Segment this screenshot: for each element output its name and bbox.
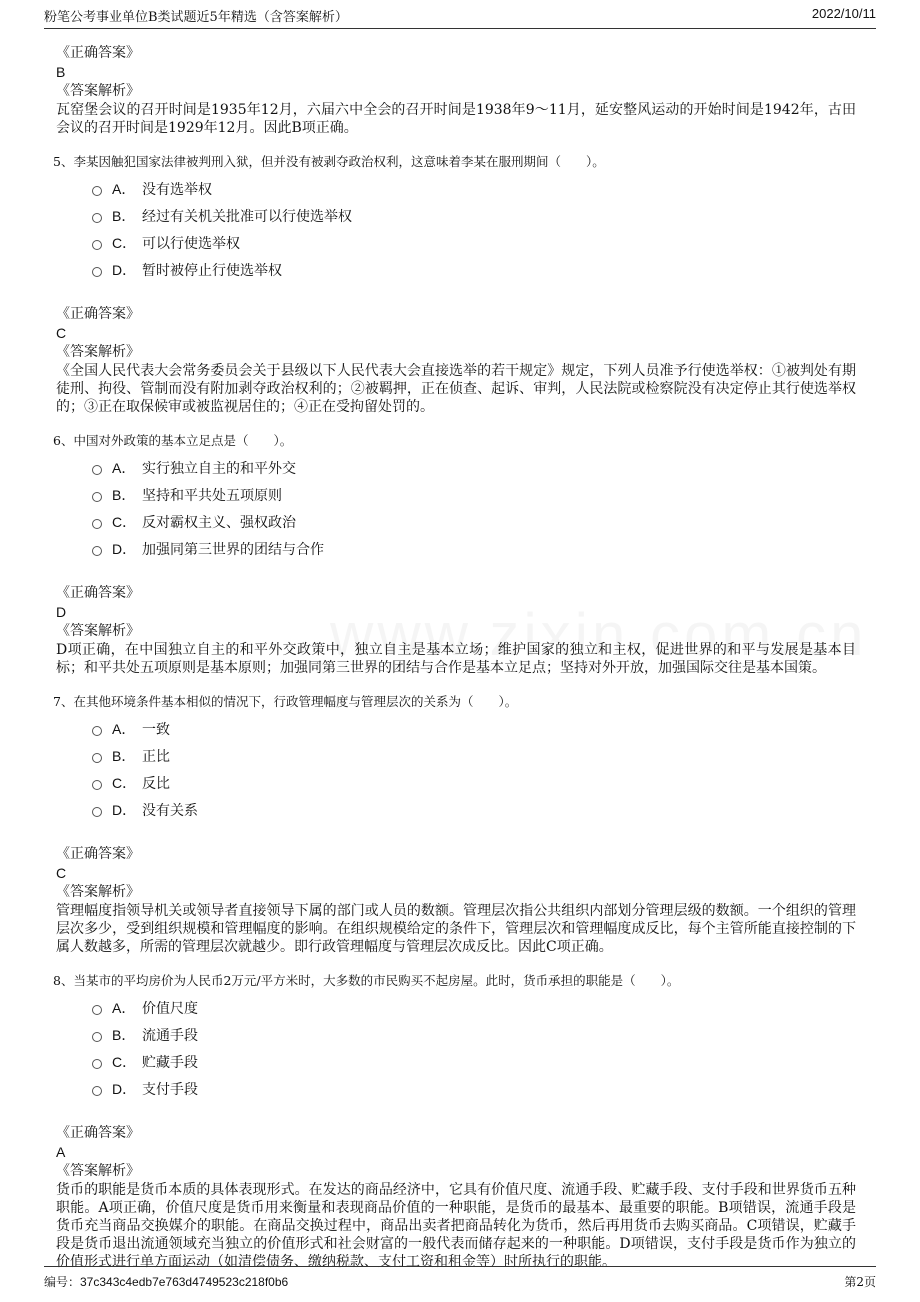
option-letter: A． bbox=[112, 720, 136, 737]
option-d[interactable] bbox=[56, 1075, 856, 1102]
radio-icon[interactable] bbox=[92, 1059, 102, 1069]
analysis-label: 《答案解析》 bbox=[56, 83, 140, 99]
option-list bbox=[56, 715, 856, 823]
radio-icon[interactable] bbox=[92, 267, 102, 277]
option-text: 可以行使选举权 bbox=[142, 235, 240, 252]
radio-icon[interactable] bbox=[92, 546, 102, 556]
radio-icon[interactable] bbox=[92, 465, 102, 475]
radio-icon[interactable] bbox=[92, 1032, 102, 1042]
radio-icon[interactable] bbox=[92, 186, 102, 196]
option-letter: B． bbox=[112, 747, 136, 764]
option-text: 没有关系 bbox=[142, 802, 198, 819]
correct-answer-value: B bbox=[56, 64, 66, 80]
correct-answer-value: C bbox=[56, 865, 67, 881]
option-text: 暂时被停止行使选举权 bbox=[142, 262, 282, 279]
option-b[interactable] bbox=[56, 481, 856, 508]
option-letter: C． bbox=[112, 513, 137, 530]
option-b[interactable] bbox=[56, 1021, 856, 1048]
option-text: 没有选举权 bbox=[142, 181, 212, 198]
question-stem: 8、当某市的平均房价为人民币2万元/平方米时，大多数的市民购买不起房屋。此时，货币承担的职能是（ ）。 bbox=[53, 973, 680, 988]
option-b[interactable] bbox=[56, 742, 856, 769]
option-text: 流通手段 bbox=[142, 1027, 198, 1044]
radio-icon[interactable] bbox=[92, 753, 102, 763]
option-text: 加强同第三世界的团结与合作 bbox=[142, 541, 324, 558]
option-b[interactable] bbox=[56, 202, 856, 229]
question-stem: 6、中国对外政策的基本立足点是（ ）。 bbox=[53, 433, 293, 448]
option-text: 正比 bbox=[142, 748, 170, 765]
question-8 bbox=[53, 972, 856, 1271]
option-text: 实行独立自主的和平外交 bbox=[142, 460, 296, 477]
radio-icon[interactable] bbox=[92, 519, 102, 529]
option-a[interactable] bbox=[56, 994, 856, 1021]
correct-answer-value: D bbox=[56, 604, 67, 620]
analysis-label: 《答案解析》 bbox=[56, 1163, 140, 1179]
analysis-text: 《全国人民代表大会常务委员会关于县级以下人民代表大会直接选举的若干规定》规定，下列人员准予行使选举权：①被判处有期徒刑、拘役、管制而没有附加剥夺政治权利的；②被羁押，正在侦查、起诉、审判，人民法院或检察院没有决定停止其行使选举权的；③正在取保候审或被监视居住的；④正在受拘留处罚的。 bbox=[56, 363, 856, 415]
document-date: 2022/10/11 bbox=[811, 6, 876, 21]
correct-answer-label: 《正确答案》 bbox=[56, 306, 140, 322]
option-text: 一致 bbox=[142, 721, 170, 738]
option-text: 贮藏手段 bbox=[142, 1054, 198, 1071]
option-d[interactable] bbox=[56, 535, 856, 562]
option-letter: A． bbox=[112, 459, 136, 476]
option-c[interactable] bbox=[56, 1048, 856, 1075]
radio-icon[interactable] bbox=[92, 240, 102, 250]
radio-icon[interactable] bbox=[92, 492, 102, 502]
option-letter: D． bbox=[112, 540, 137, 557]
correct-answer-label: 《正确答案》 bbox=[56, 846, 140, 862]
option-text: 支付手段 bbox=[142, 1081, 198, 1098]
option-text: 经过有关机关批准可以行使选举权 bbox=[142, 208, 352, 225]
page-header bbox=[44, 0, 876, 29]
option-letter: D． bbox=[112, 261, 137, 278]
analysis-label: 《答案解析》 bbox=[56, 623, 140, 639]
option-list bbox=[56, 175, 856, 283]
document-title: 粉笔公考事业单位B类试题近5年精选（含答案解析） bbox=[44, 10, 348, 25]
page-number: 第2页 bbox=[844, 1275, 876, 1289]
question-5 bbox=[53, 153, 856, 416]
correct-answer-label: 《正确答案》 bbox=[56, 1125, 140, 1141]
question-6 bbox=[53, 432, 856, 677]
option-a[interactable] bbox=[56, 175, 856, 202]
analysis-label: 《答案解析》 bbox=[56, 884, 140, 900]
radio-icon[interactable] bbox=[92, 726, 102, 736]
option-text: 价值尺度 bbox=[142, 1000, 198, 1017]
option-d[interactable] bbox=[56, 796, 856, 823]
analysis-text: D项正确，在中国独立自主的和平外交政策中，独立自主是基本立场；维护国家的独立和主权，促进世界的和平与发展是基本目标；和平共处五项原则是基本原则；加强同第三世界的团结与合作是基本立足点；坚持对外开放，加强国际交往是基本国策。 bbox=[56, 642, 856, 676]
option-list bbox=[56, 994, 856, 1102]
option-letter: C． bbox=[112, 1053, 137, 1070]
option-letter: A． bbox=[112, 180, 136, 197]
document-body bbox=[53, 44, 856, 1271]
analysis-text: 管理幅度指领导机关或领导者直接领导下属的部门或人员的数额。管理层次指公共组织内部划分管理层级的数额。一个组织的管理层次多少，受到组织规模和管理幅度的影响。在组织规模给定的条件下，管理层次和管理幅度成反比，每个主管所能直接控制的下属人数越多，所需的管理层次就越少。即行政管理幅度与管理层次成反比。因此C项正确。 bbox=[56, 903, 856, 955]
question-stem: 5、李某因触犯国家法律被判刑入狱，但并没有被剥夺政治权利，这意味着李某在服刑期间（ ）。 bbox=[53, 154, 605, 169]
option-letter: D． bbox=[112, 1080, 137, 1097]
option-text: 坚持和平共处五项原则 bbox=[142, 487, 282, 504]
correct-answer-value: A bbox=[56, 1144, 66, 1160]
correct-answer-value: C bbox=[56, 325, 67, 341]
option-letter: B． bbox=[112, 207, 136, 224]
option-letter: C． bbox=[112, 774, 137, 791]
question-stem: 7、在其他环境条件基本相似的情况下，行政管理幅度与管理层次的关系为（ ）。 bbox=[53, 694, 518, 709]
option-c[interactable] bbox=[56, 508, 856, 535]
question-7 bbox=[53, 693, 856, 956]
option-text: 反比 bbox=[142, 775, 170, 792]
option-a[interactable] bbox=[56, 715, 856, 742]
option-letter: C． bbox=[112, 234, 137, 251]
option-c[interactable] bbox=[56, 229, 856, 256]
radio-icon[interactable] bbox=[92, 807, 102, 817]
radio-icon[interactable] bbox=[92, 1005, 102, 1015]
radio-icon[interactable] bbox=[92, 1086, 102, 1096]
option-letter: A． bbox=[112, 999, 136, 1016]
document-code: 编号：37c343c4edb7e763d4749523c218f0b6 bbox=[44, 1275, 289, 1289]
radio-icon[interactable] bbox=[92, 780, 102, 790]
option-letter: B． bbox=[112, 486, 136, 503]
correct-answer-label: 《正确答案》 bbox=[56, 45, 140, 61]
option-list bbox=[56, 454, 856, 562]
correct-answer-label: 《正确答案》 bbox=[56, 585, 140, 601]
analysis-text: 瓦窑堡会议的召开时间是1935年12月，六届六中全会的召开时间是1938年9～11月，延安整风运动的开始时间是1942年，古田会议的召开时间是1929年12月。因此B项正确。 bbox=[56, 102, 856, 136]
option-c[interactable] bbox=[56, 769, 856, 796]
option-text: 反对霸权主义、强权政治 bbox=[142, 514, 296, 531]
option-a[interactable] bbox=[56, 454, 856, 481]
page-footer bbox=[44, 1266, 876, 1289]
option-letter: D． bbox=[112, 801, 137, 818]
option-d[interactable] bbox=[56, 256, 856, 283]
analysis-text: 货币的职能是货币本质的具体表现形式。在发达的商品经济中，它具有价值尺度、流通手段、贮藏手段、支付手段和世界货币五种职能。A项正确，价值尺度是货币用来衡量和表现商品价值的一种职能，是货币的最基本、最重要的职能。B项错误，流通手段是货币充当商品交换媒介的职能。在商品交换过程中，商品出卖者把商品转化为货币，然后再用货币去购买商品。C项错误，贮藏手段是货币退出流通领域充当独立的价值形式和社会财富的一般代表而储存起来的一种职能。D项错误，支付手段是货币作为独立的价值形式进行单方面运动（如清偿债务、缴纳税款、支付工资和租金等）时所执行的职能。 bbox=[56, 1182, 856, 1270]
option-letter: B． bbox=[112, 1026, 136, 1043]
analysis-label: 《答案解析》 bbox=[56, 344, 140, 360]
radio-icon[interactable] bbox=[92, 213, 102, 223]
